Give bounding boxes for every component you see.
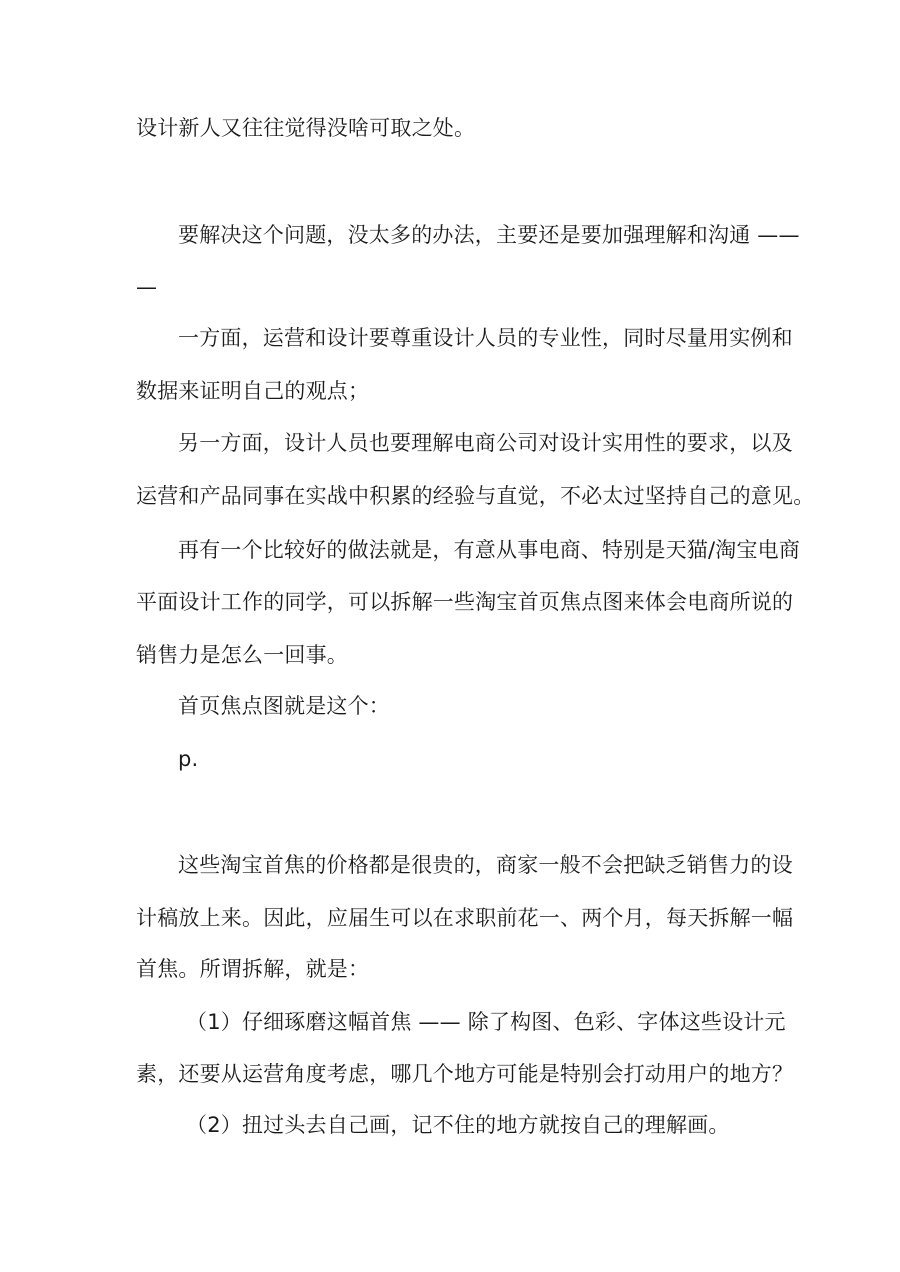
paragraph-line: 设计新人又往往觉得没啥可取之处。 [136,116,476,140]
paragraph-line: 计稿放上来。因此，应届生可以在求职前花一、两个月，每天拆解一幅 [136,906,794,930]
paragraph-line: p. [178,747,199,771]
paragraph-line: 数据来证明自己的观点； [136,379,370,403]
paragraph-line: 要解决这个问题，没太多的办法，主要还是要加强理解和沟通 —— [178,223,800,247]
paragraph-line: 另一方面，设计人员也要理解电商公司对设计实用性的要求，以及 [178,431,793,455]
list-item-line: 素，还要从运营角度考虑，哪几个地方可能是特别会打动用户的地方？ [136,1062,794,1086]
paragraph-line: 这些淘宝首焦的价格都是很贵的，商家一般不会把缺乏销售力的设 [178,853,793,877]
paragraph-line: — [136,275,158,299]
list-item-line: （2）扭过头去自己画，记不住的地方就按自己的理解画。 [186,1113,730,1137]
paragraph-line: 一方面，运营和设计要尊重设计人员的专业性，同时尽量用实例和 [178,326,793,350]
paragraph-line: 再有一个比较好的做法就是，有意从事电商、特别是天猫/淘宝电商 [178,538,801,562]
paragraph-line: 首页焦点图就是这个： [178,694,390,718]
paragraph-line: 运营和产品同事在实战中积累的经验与直觉，不必太过坚持自己的意见。 [136,484,815,508]
paragraph-line: 平面设计工作的同学，可以拆解一些淘宝首页焦点图来体会电商所说的 [136,590,794,614]
paragraph-line: 首焦。所谓拆解，就是： [136,957,370,981]
list-item-line: （1）仔细琢磨这幅首焦 —— 除了构图、色彩、字体这些设计元 [186,1010,786,1034]
paragraph-line: 销售力是怎么一回事。 [136,643,348,667]
